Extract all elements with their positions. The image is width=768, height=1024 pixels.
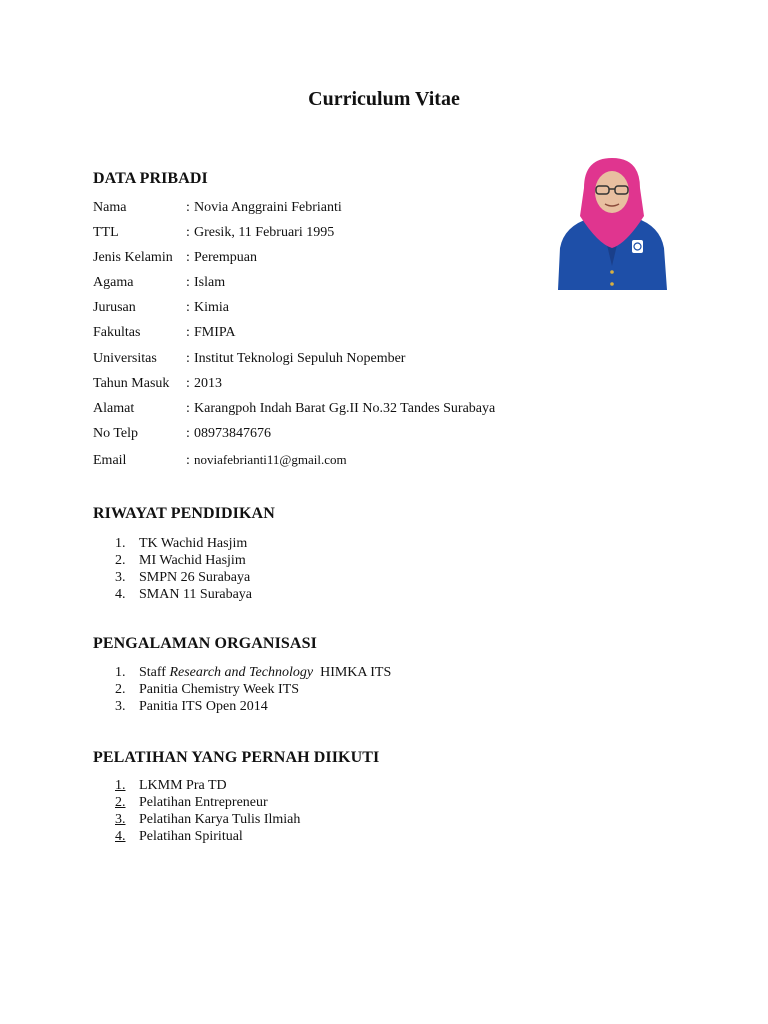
row-label: Agama [93,275,134,290]
row-separator: : [186,200,190,215]
list-item [115,569,250,586]
list-item [115,794,268,811]
list-text: Pelatihan Karya Tulis Ilmiah [139,812,301,827]
page-title: Curriculum Vitae [308,88,460,110]
list-number: 3. [115,699,126,714]
row-value: Kimia [194,300,229,315]
personal-row-nama [93,199,342,217]
section-heading-riwayat-pendidikan: RIWAYAT PENDIDIKAN [93,505,275,522]
row-separator: : [186,453,190,468]
row-value: Novia Anggraini Febrianti [194,200,342,215]
personal-row-ttl [93,224,334,242]
row-separator: : [186,376,190,391]
list-number: 2. [115,682,126,697]
row-value: Institut Teknologi Sepuluh Nopember [194,351,406,366]
list-text: Pelatihan Entrepreneur [139,795,268,810]
row-value: Islam [194,275,226,290]
list-text: TK Wachid Hasjim [139,536,248,551]
row-separator: : [186,325,190,340]
personal-row-no-telp [93,425,271,443]
personal-row-email [93,451,347,469]
list-item [115,664,391,681]
section-heading-data-pribadi: DATA PRIBADI [93,170,208,187]
personal-row-jurusan [93,299,229,317]
list-number: 2. [115,795,126,810]
row-separator: : [186,250,190,265]
list-number: 4. [115,829,126,844]
row-label: Alamat [93,401,135,416]
row-separator: : [186,300,190,315]
row-value: Gresik, 11 Februari 1995 [194,225,335,240]
list-number: 2. [115,553,126,568]
personal-row-universitas [93,350,405,368]
row-separator: : [186,351,190,366]
list-text: SMPN 26 Surabaya [139,570,251,585]
list-number: 1. [115,665,126,680]
list-text-suffix: HIMKA ITS [313,665,392,680]
row-value: noviafebrianti11@gmail.com [194,452,347,467]
row-separator: : [186,426,190,441]
list-text-prefix: Panitia Chemistry Week ITS [139,682,299,697]
row-separator: : [186,275,190,290]
list-item [115,811,300,828]
row-label: Jenis Kelamin [93,250,173,265]
row-separator: : [186,225,190,240]
row-value: Karangpoh Indah Barat Gg.II No.32 Tandes Surabaya [194,401,496,416]
row-separator: : [186,401,190,416]
row-label: Fakultas [93,325,141,340]
section-heading-pelatihan: PELATIHAN YANG PERNAH DIIKUTI [93,749,380,766]
list-item [115,698,268,715]
list-item [115,535,247,552]
list-text-prefix: Staff [139,665,170,680]
row-label: Tahun Masuk [93,376,170,391]
profile-photo-illustration [556,148,669,290]
list-number: 3. [115,812,126,827]
list-text: LKMM Pra TD [139,778,227,793]
list-text: Pelatihan Spiritual [139,829,243,844]
list-number: 1. [115,778,126,793]
row-label: Nama [93,200,127,215]
row-value: FMIPA [194,325,236,340]
list-text: MI Wachid Hasjim [139,553,246,568]
list-item [115,586,252,603]
personal-row-alamat [93,400,495,418]
row-label: TTL [93,225,119,240]
list-number: 4. [115,587,126,602]
list-text-prefix: Panitia ITS Open 2014 [139,699,268,714]
list-text-italic: Research and Technology [169,665,314,680]
list-item [115,828,243,845]
list-number: 3. [115,570,126,585]
row-label: Jurusan [93,300,136,315]
row-label: Email [93,453,127,468]
list-item [115,552,246,569]
personal-row-fakultas [93,324,236,342]
row-label: Universitas [93,351,157,366]
personal-row-tahun-masuk [93,375,222,393]
row-value: Perempuan [194,250,257,265]
personal-row-agama [93,274,225,292]
list-text: SMAN 11 Surabaya [139,587,253,602]
personal-row-jenis-kelamin [93,249,257,267]
profile-photo [556,148,669,290]
row-value: 2013 [194,376,222,391]
row-value: 08973847676 [194,426,271,441]
list-number: 1. [115,536,126,551]
section-heading-pengalaman-organisasi: PENGALAMAN ORGANISASI [93,635,317,652]
list-item [115,777,227,794]
list-item [115,681,299,698]
row-label: No Telp [93,426,139,441]
